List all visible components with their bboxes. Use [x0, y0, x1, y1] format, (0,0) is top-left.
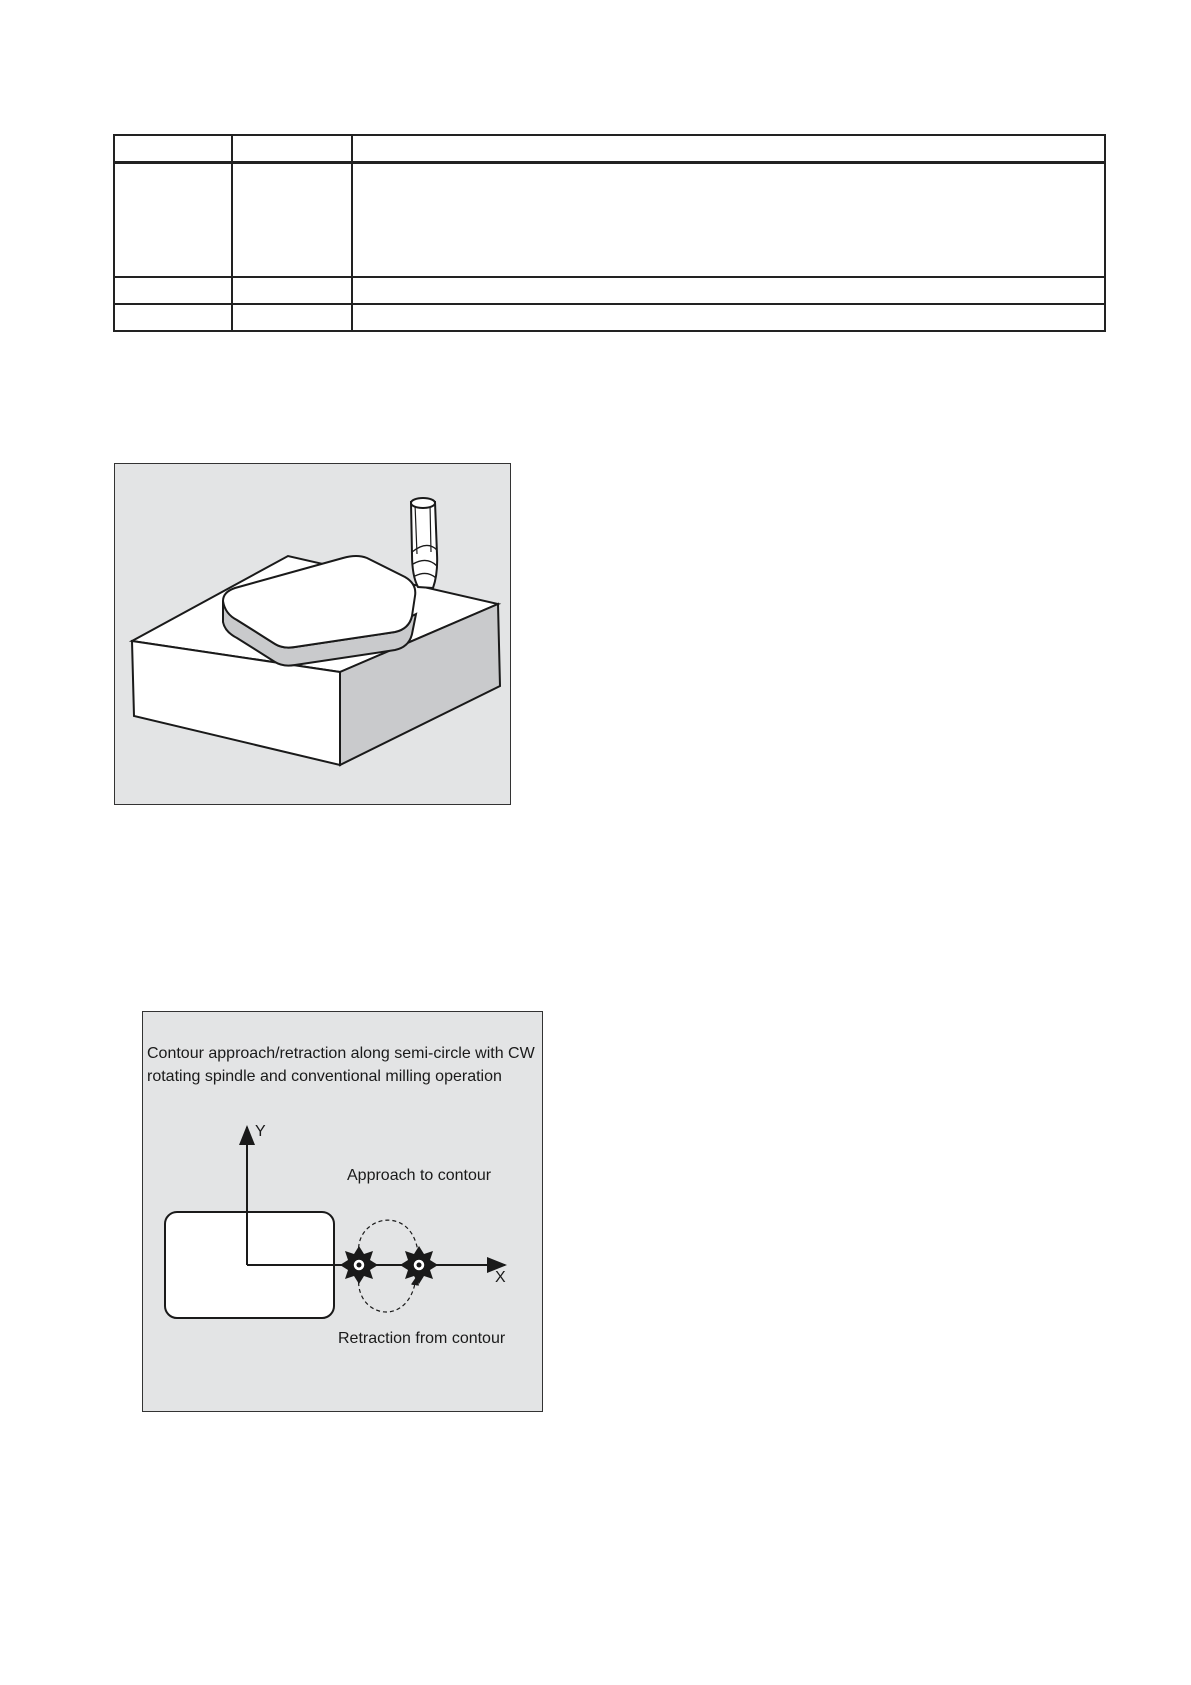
retraction-path [359, 1275, 416, 1312]
table-cell [352, 304, 1105, 331]
table-cell [352, 277, 1105, 304]
table-cell [232, 277, 352, 304]
cutter-icon [340, 1246, 378, 1284]
table-header-cell [114, 135, 232, 163]
workpiece-drawing [115, 464, 510, 804]
caption-line: Contour approach/retraction along semi-circle with CW [147, 1045, 535, 1062]
table-row [114, 163, 1105, 278]
table-row [114, 304, 1105, 331]
x-axis-label: X [495, 1269, 506, 1286]
table-cell [114, 277, 232, 304]
table-cell [232, 304, 352, 331]
table-cell [114, 304, 232, 331]
parameter-table [113, 134, 1106, 332]
table-cell [352, 163, 1105, 278]
retraction-label: Retraction from contour [338, 1330, 506, 1347]
y-axis-label: Y [255, 1123, 266, 1140]
table-row [114, 277, 1105, 304]
end-mill-icon [411, 498, 437, 588]
workpiece-illustration [114, 463, 511, 805]
approach-label: Approach to contour [347, 1167, 492, 1184]
cutter-icon [400, 1246, 438, 1284]
approach-path [359, 1220, 418, 1255]
figure-caption [147, 1042, 539, 1088]
table-cell [114, 163, 232, 278]
table-header-cell [232, 135, 352, 163]
approach-retraction-diagram [142, 1011, 543, 1412]
caption-line: rotating spindle and conventional milling operation [147, 1068, 502, 1085]
table-cell [232, 163, 352, 278]
table-header-cell [352, 135, 1105, 163]
table-header-row [114, 135, 1105, 163]
